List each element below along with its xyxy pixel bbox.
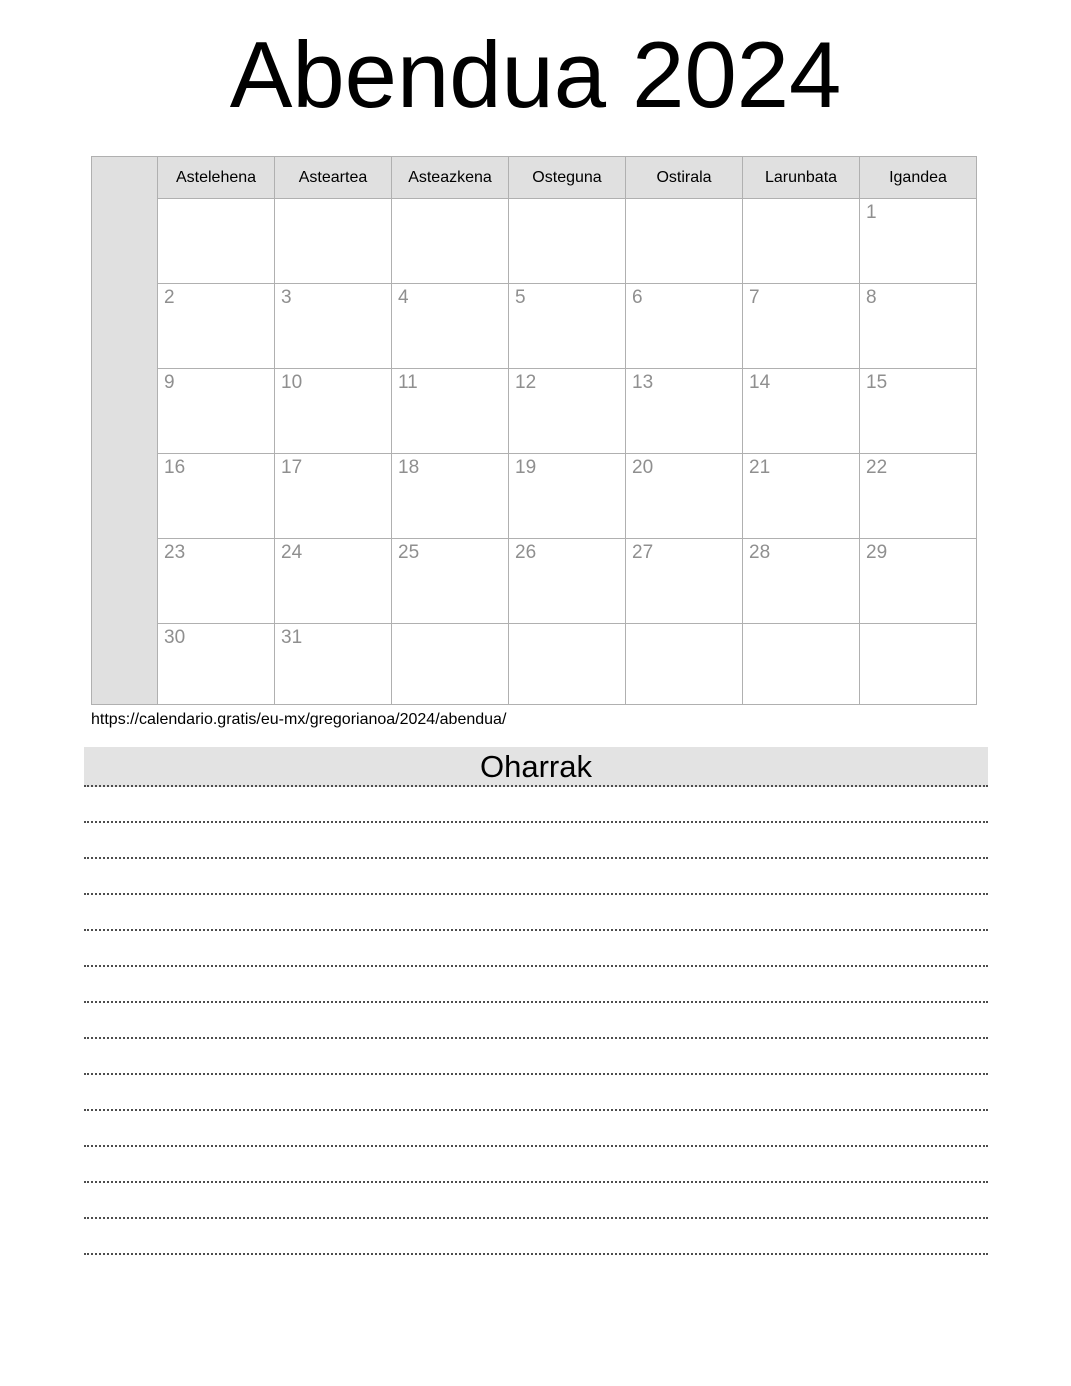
- weekday-header-igandea: Igandea: [860, 157, 977, 199]
- day-cell-31: 31: [275, 624, 392, 705]
- day-cell-7: 7: [743, 284, 860, 369]
- weekday-header-asteartea: Asteartea: [275, 157, 392, 199]
- notes-heading: Oharrak: [480, 749, 592, 784]
- week-number-column: [92, 157, 158, 705]
- day-cell-empty: [509, 624, 626, 705]
- day-cell-20: 20: [626, 454, 743, 539]
- notes-header-bar: [84, 747, 988, 787]
- note-line: [84, 1075, 988, 1111]
- day-cell-25: 25: [392, 539, 509, 624]
- weekday-header-osteguna: Osteguna: [509, 157, 626, 199]
- day-cell-4: 4: [392, 284, 509, 369]
- note-line: [84, 1147, 988, 1183]
- note-line: [84, 967, 988, 1003]
- page-title: Abendua 2024: [229, 22, 842, 127]
- day-cell-24: 24: [275, 539, 392, 624]
- week-row: [92, 454, 977, 539]
- source-url-text: https://calendario.gratis/eu-mx/gregorianoa/2024/abendua/: [91, 711, 507, 728]
- day-cell-21: 21: [743, 454, 860, 539]
- day-cell-empty: [509, 199, 626, 284]
- note-line: [84, 1219, 988, 1255]
- day-cell-empty: [392, 199, 509, 284]
- day-cell-empty: [860, 624, 977, 705]
- day-cell-1: 1: [860, 199, 977, 284]
- calendar-table: [91, 156, 977, 705]
- note-line: [84, 787, 988, 823]
- day-cell-30: 30: [158, 624, 275, 705]
- day-cell-26: 26: [509, 539, 626, 624]
- week-row: [92, 539, 977, 624]
- day-cell-2: 2: [158, 284, 275, 369]
- day-cell-empty: [626, 199, 743, 284]
- day-cell-5: 5: [509, 284, 626, 369]
- weekday-header-astelehena: Astelehena: [158, 157, 275, 199]
- note-line: [84, 1039, 988, 1075]
- weekday-header-asteazkena: Asteazkena: [392, 157, 509, 199]
- day-cell-empty: [392, 624, 509, 705]
- week-row: [92, 624, 977, 705]
- note-line: [84, 1183, 988, 1219]
- day-cell-14: 14: [743, 369, 860, 454]
- note-line: [84, 931, 988, 967]
- day-cell-empty: [743, 624, 860, 705]
- day-cell-empty: [158, 199, 275, 284]
- day-cell-22: 22: [860, 454, 977, 539]
- day-cell-8: 8: [860, 284, 977, 369]
- day-cell-19: 19: [509, 454, 626, 539]
- day-cell-empty: [626, 624, 743, 705]
- day-cell-18: 18: [392, 454, 509, 539]
- notes-lines: [84, 787, 988, 1255]
- day-cell-23: 23: [158, 539, 275, 624]
- day-cell-29: 29: [860, 539, 977, 624]
- day-cell-16: 16: [158, 454, 275, 539]
- week-row: [92, 199, 977, 284]
- day-cell-12: 12: [509, 369, 626, 454]
- note-line: [84, 859, 988, 895]
- weekday-header-row: [92, 157, 977, 199]
- day-cell-empty: [275, 199, 392, 284]
- day-cell-9: 9: [158, 369, 275, 454]
- day-cell-6: 6: [626, 284, 743, 369]
- day-cell-27: 27: [626, 539, 743, 624]
- day-cell-empty: [743, 199, 860, 284]
- note-line: [84, 1111, 988, 1147]
- note-line: [84, 895, 988, 931]
- day-cell-10: 10: [275, 369, 392, 454]
- note-line: [84, 823, 988, 859]
- day-cell-3: 3: [275, 284, 392, 369]
- day-cell-15: 15: [860, 369, 977, 454]
- day-cell-13: 13: [626, 369, 743, 454]
- calendar-body: [92, 157, 977, 705]
- weekday-header-ostirala: Ostirala: [626, 157, 743, 199]
- weekday-header-larunbata: Larunbata: [743, 157, 860, 199]
- week-row: [92, 369, 977, 454]
- week-row: [92, 284, 977, 369]
- day-cell-17: 17: [275, 454, 392, 539]
- note-line: [84, 1003, 988, 1039]
- day-cell-11: 11: [392, 369, 509, 454]
- day-cell-28: 28: [743, 539, 860, 624]
